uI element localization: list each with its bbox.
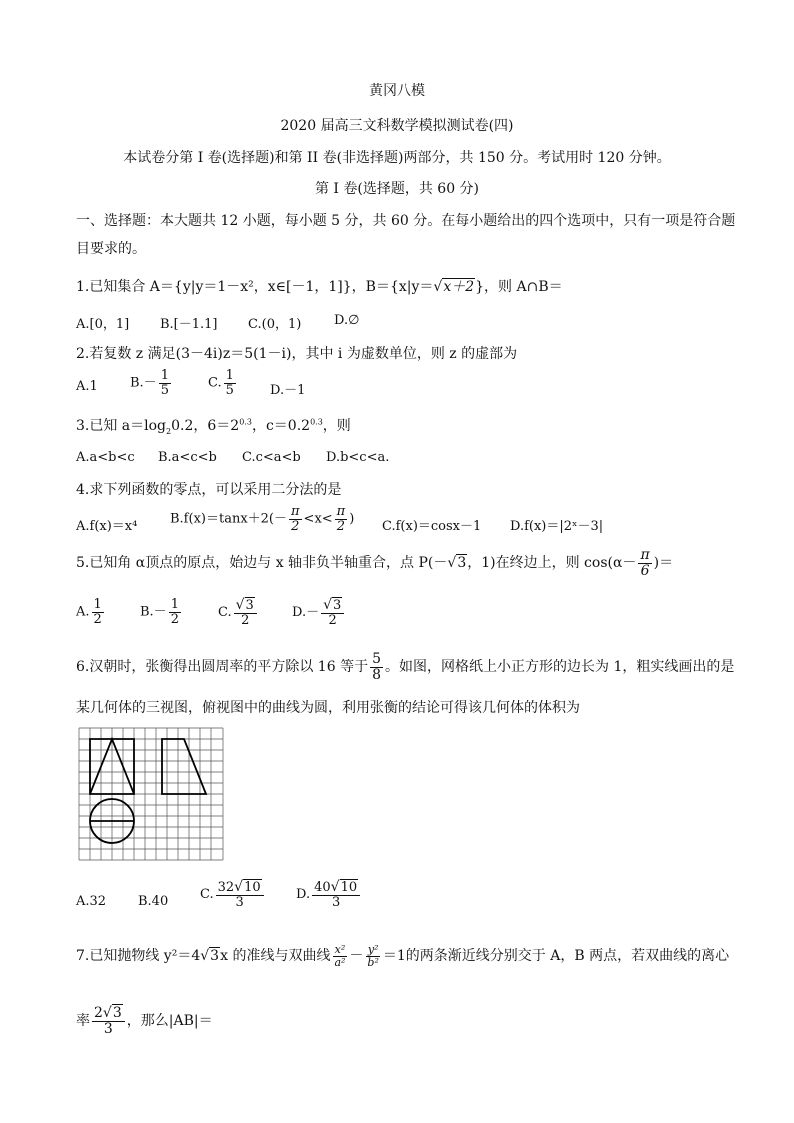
q3-option-c: C.c<a<b — [242, 450, 301, 465]
q1-radicand: x＋2 — [443, 279, 475, 295]
q6-option-d: D. $\frac{40√10}{3}$ — [296, 880, 362, 909]
q1-text-b: }，则 A∩B＝ — [475, 279, 563, 295]
q1-option-b: B.[－1.1] — [160, 317, 218, 332]
sqrt-icon: √ — [102, 1005, 112, 1021]
q3-option-b: B.a<c<b — [158, 450, 217, 465]
sqrt-icon: √ — [447, 555, 457, 572]
exam-intro: 本试卷分第 I 卷(选择题)和第 II 卷(非选择题)两部分，共 150 分。考试用时 120 分钟。 — [123, 150, 671, 166]
sqrt-icon: √ — [234, 879, 244, 895]
side-view — [162, 739, 206, 794]
q1-option-a: A.[0，1] — [76, 317, 130, 332]
q4-option-c: C.f(x)＝cosx－1 — [382, 519, 482, 534]
question-3: 3.已知 $a=\log_20.2$，$6=2^{0.3}$，$c=0.2^{0.3}$，则 — [76, 417, 351, 436]
q6-option-c: C. $\frac{32√10}{3}$ — [200, 880, 266, 909]
exam-school: 黄冈八模 — [369, 83, 425, 99]
q1-text-a: 1.已知集合 A＝{y|y＝1－x²，x∈[－1，1]}，B＝{x|y＝ — [76, 279, 434, 295]
sqrt-icon: √ — [323, 597, 333, 613]
question-6-cont: 某几何体的三视图，俯视图中的曲线为圆，利用张衡的结论可得该几何体的体积为 — [76, 700, 580, 716]
sqrt-icon: √ — [200, 948, 210, 965]
sqrt-icon: √ — [433, 279, 443, 295]
q5-option-d: D.－ $\frac{√3}{2}$ — [292, 598, 346, 627]
q4-option-d: D.f(x)＝|2ˣ－3| — [510, 519, 604, 534]
q3-option-d: D.b<c<a. — [326, 450, 390, 465]
section-instruction: 一、选择题：本大题共 12 小题，每小题 5 分，共 60 分。在每小题给出的四个选项中，只有一项是符合题 — [76, 213, 736, 229]
q2-option-a: A.1 — [76, 379, 98, 394]
part-heading: 第 I 卷(选择题，共 60 分) — [314, 181, 480, 197]
exam-title: 2020 届高三文科数学模拟测试卷(四) — [280, 118, 514, 134]
q4-option-b: B.f(x)＝tanx＋2(－ $\frac{\pi}{2}$ <x< $\frac{\pi}{2}$ ) — [170, 504, 355, 534]
q1-option-c: C.(0，1) — [248, 317, 302, 332]
q1-option-d: D.∅ — [334, 313, 360, 328]
question-5: 5.已知角 α顶点的原点，始边与 x 轴非负半轴重合，点 P(－√3，1)在终边上，则 cos(α－ $\frac{\pi}{6}$ )＝ — [76, 547, 674, 579]
question-1 — [76, 276, 563, 296]
sqrt-icon: √ — [330, 879, 340, 895]
q3-option-a: A.a<b<c — [76, 450, 135, 465]
q5-option-c: C. $\frac{√3}{2}$ — [218, 598, 259, 627]
sqrt-icon: √ — [235, 597, 245, 613]
q6-option-a: A.32 — [76, 894, 107, 909]
three-view-figure — [78, 727, 224, 861]
question-2: 2.若复数 z 满足(3－4i)z＝5(1－i)，其中 i 为虚数单位，则 z 的虚部为 — [76, 346, 518, 362]
question-6: 6.汉朝时，张衡得出圆周率的平方除以 16 等于 $\frac{5}{8}$ 。如图，网格纸上小正方形的边长为 1，粗实线画出的是 — [76, 651, 735, 683]
q2-option-d: D.－1 — [270, 383, 306, 398]
question-7-cont: 率 $\frac{2√3}{3}$ ，那么|AB|＝ — [76, 1005, 213, 1037]
q2-option-b: B.－ $\frac{1}{5}$ — [130, 368, 169, 398]
q5-option-a: A. $\frac{1}{2}$ — [76, 597, 102, 627]
q5-option-b: B.－ $\frac{1}{2}$ — [140, 597, 179, 627]
q4-option-a: A.f(x)＝x⁴ — [76, 519, 138, 534]
section-instruction-cont: 目要求的。 — [76, 241, 146, 257]
q2-option-c: C. $\frac{1}{5}$ — [208, 368, 234, 398]
q6-option-b: B.40 — [138, 894, 169, 909]
question-4: 4.求下列函数的零点，可以采用二分法的是 — [76, 482, 342, 498]
question-7: 7.已知抛物线 y²＝4√3x 的准线与双曲线 $\frac{\text{x²}}{\text{a²}}$ － $\frac{\text{y²}}{\text{b²}}$ ＝1的两条渐近线分别交于 A，B 两点，若双曲线的离心 — [76, 943, 730, 969]
